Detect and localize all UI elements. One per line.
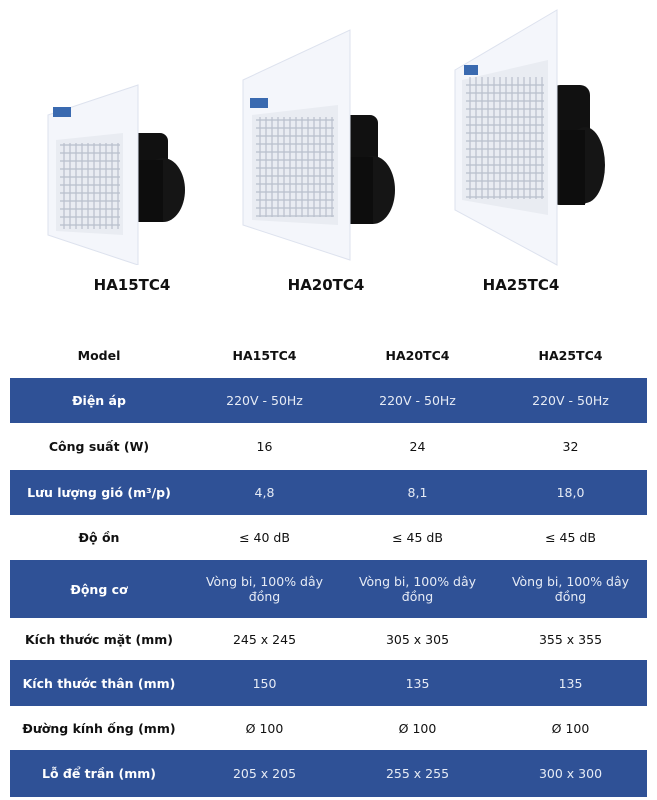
table-row xyxy=(10,423,647,470)
cell: 16 xyxy=(256,439,273,454)
table-row xyxy=(10,660,647,706)
cell: 205 x 205 xyxy=(188,750,341,797)
header-col: HA15TC4 xyxy=(232,348,297,363)
cell: Ø 100 xyxy=(245,720,284,736)
cell: 135 xyxy=(341,660,494,706)
product-name-2: HA20TC4 xyxy=(287,276,365,294)
product-name-3: HA25TC4 xyxy=(482,276,560,294)
cell: 8,1 xyxy=(341,470,494,515)
cell: ≤ 40 dB xyxy=(239,530,290,545)
spec-table xyxy=(10,333,647,797)
table-row xyxy=(10,750,647,797)
header-col: HA25TC4 xyxy=(538,348,603,363)
cell: Ø 100 xyxy=(551,720,590,736)
fan-image-ha25tc4 xyxy=(450,5,615,270)
table-row xyxy=(10,618,647,660)
header-model: Model xyxy=(77,348,121,363)
row-label: Lỗ để trần (mm) xyxy=(10,750,188,797)
table-row xyxy=(10,470,647,515)
cell: 220V - 50Hz xyxy=(341,378,494,423)
table-header-row xyxy=(10,333,647,378)
row-label: Độ ồn xyxy=(78,530,120,545)
product-name-1: HA15TC4 xyxy=(93,276,171,294)
row-label: Công suất (W) xyxy=(48,439,150,454)
cell: 150 xyxy=(188,660,341,706)
table-row xyxy=(10,378,647,423)
cell: Ø 100 xyxy=(398,720,437,736)
cell: ≤ 45 dB xyxy=(545,530,596,545)
cell: 4,8 xyxy=(188,470,341,515)
row-label: Đường kính ống (mm) xyxy=(22,720,176,736)
cell: 135 xyxy=(494,660,647,706)
table-row xyxy=(10,515,647,560)
fan-image-ha20tc4 xyxy=(238,25,418,265)
cell: 220V - 50Hz xyxy=(494,378,647,423)
cell: 305 x 305 xyxy=(385,631,450,647)
cell: Vòng bi, 100% dây đồng xyxy=(341,560,494,618)
row-label: Điện áp xyxy=(10,378,188,423)
cell: 24 xyxy=(409,439,426,454)
table-row xyxy=(10,706,647,750)
cell: 300 x 300 xyxy=(494,750,647,797)
cell: 245 x 245 xyxy=(232,631,297,647)
row-label: Kích thước thân (mm) xyxy=(10,660,188,706)
header-col: HA20TC4 xyxy=(385,348,450,363)
cell: 220V - 50Hz xyxy=(188,378,341,423)
cell: Vòng bi, 100% dây đồng xyxy=(494,560,647,618)
cell: Vòng bi, 100% dây đồng xyxy=(188,560,341,618)
cell: 18,0 xyxy=(494,470,647,515)
table-row xyxy=(10,560,647,618)
cell: ≤ 45 dB xyxy=(392,530,443,545)
row-label: Lưu lượng gió (m³/p) xyxy=(10,470,188,515)
fan-image-ha15tc4 xyxy=(38,65,198,265)
row-label: Kích thước mặt (mm) xyxy=(24,631,174,647)
row-label: Động cơ xyxy=(10,560,188,618)
cell: 255 x 255 xyxy=(341,750,494,797)
cell: 355 x 355 xyxy=(538,631,603,647)
cell: 32 xyxy=(562,439,579,454)
